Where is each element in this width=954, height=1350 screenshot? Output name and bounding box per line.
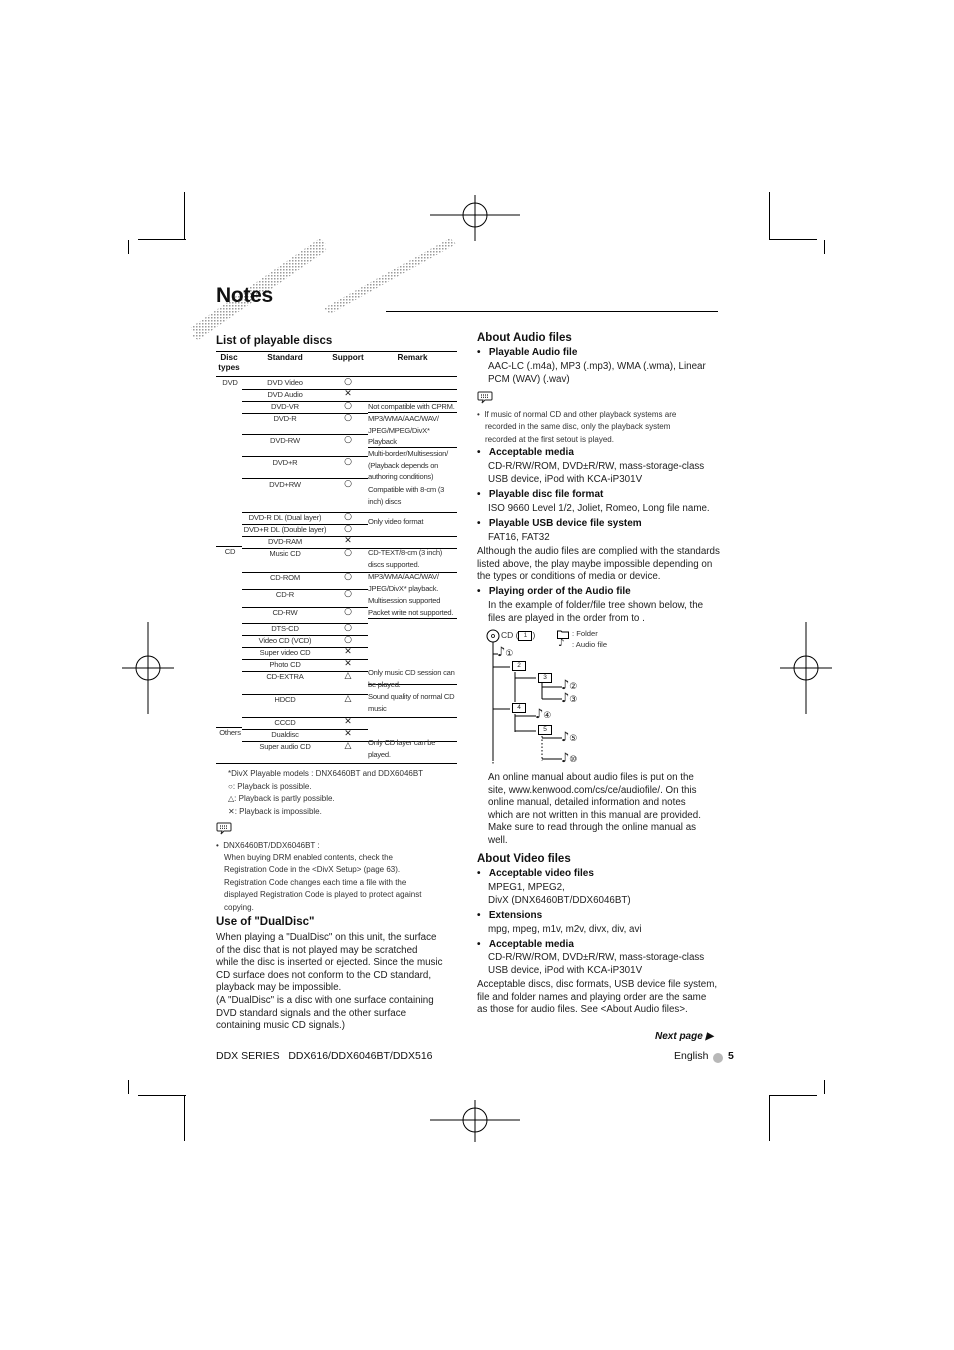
video-same-note: Acceptable discs, disc formats, USB device file system, file and folder names and playing order are the same as those for audio files. See <About Audio files>. (477, 979, 718, 1016)
triangle-symbol: △ (228, 794, 235, 803)
page-number: 5 (728, 1050, 734, 1062)
footer-model: DDX SERIES DDX616/DDX6046BT/DDX516 (216, 1050, 433, 1062)
standard-cell: CD-RW (272, 608, 298, 617)
support-symbol: ✕ (344, 389, 352, 399)
music-note-icon: ♪② (561, 678, 578, 693)
note-icon (216, 822, 232, 835)
title-rule (386, 311, 718, 312)
standard-cell: DVD+R (272, 458, 298, 467)
standard-cell: CD-EXTRA (266, 672, 304, 681)
support-symbol: ○ (344, 435, 352, 445)
remark-rule (368, 536, 457, 537)
music-note-icon: ♪① (497, 645, 514, 660)
standard-cell: DVD+R DL (Double layer) (243, 525, 327, 534)
circle-symbol: ○ (228, 782, 233, 791)
standard-cell: CD-ROM (269, 573, 300, 582)
support-symbol: ○ (344, 623, 352, 633)
support-symbol: ✕ (344, 729, 352, 739)
standard-cell: Dualdisc (271, 730, 299, 739)
dualdisc-heading: Use of "DualDisc" (216, 916, 315, 928)
table-heading: List of playable discs (216, 335, 333, 347)
remark-rule (368, 717, 457, 718)
music-note-icon: ♪ (558, 638, 565, 649)
support-symbol: ○ (344, 635, 352, 645)
standard-cell: DVD-VR (271, 402, 299, 411)
folder-tree-diagram (484, 627, 724, 769)
support-symbol: ○ (344, 589, 352, 599)
audio-heading: About Audio files (477, 332, 572, 344)
standard-cell: Music CD (269, 549, 301, 558)
support-symbol: ✕ (344, 717, 352, 727)
standard-cell: DVD Audio (267, 390, 303, 399)
standard-cell: DVD-R (273, 414, 297, 423)
online-manual-note: An online manual about audio files is put on the site, www.kenwood.com/cs/ce/audiofile/. On this online manual, detailed information and notes which are not written in this manual are provided. Make sure to read through the online manual as well. (488, 772, 701, 846)
cross-symbol: ✕ (228, 807, 235, 816)
playable-audio-label: • Playable Audio file (477, 347, 578, 358)
acceptable-media-label: • Acceptable media (477, 447, 574, 458)
support-symbol: ○ (344, 377, 352, 387)
legend-partly: △: Playback is partly possible. (228, 794, 335, 803)
tree-root-label: CD ( 1 ) (501, 630, 536, 640)
acceptable-media-value: CD-R/RW/ROM, DVD±R/RW, mass-storage-class USB device, iPod with KCA-iP301V (488, 461, 705, 485)
support-symbol: ○ (344, 401, 352, 411)
remark-cell: Only CD layer can be played. (368, 738, 436, 759)
table-header (216, 351, 457, 376)
support-symbol: ✕ (344, 659, 352, 669)
page-title: Notes (216, 284, 273, 307)
remark-cell: Multisession supported (368, 596, 441, 605)
note-icon (477, 391, 493, 404)
disc-format-value: ISO 9660 Level 1/2, Joliet, Romeo, Long file name. (488, 503, 710, 514)
folder-icon: 3 (538, 673, 552, 683)
standard-cell: HDCD (274, 695, 296, 704)
registration-mark-right (780, 622, 832, 714)
folder-icon: 1 (518, 631, 532, 641)
standard-cell: DVD-R DL (Dual layer) (248, 513, 322, 522)
standard-cell: DVD-RAM (267, 537, 303, 546)
note-body: When buying DRM enabled contents, check the Registration Code in the <DivX Setup> (page 63). Registration Code changes each time a file with the displayed Registration Code is played to protect against copying. (224, 853, 422, 912)
standard-cell: CD-R (275, 590, 295, 599)
video-heading: About Video files (477, 853, 571, 865)
support-symbol: ✕ (344, 536, 352, 546)
support-symbol: ○ (344, 413, 352, 423)
standard-cell: Photo CD (269, 660, 301, 669)
video-accept-label: • Acceptable video files (477, 868, 594, 879)
table-top-rule (216, 351, 457, 352)
music-note-icon: ♪③ (561, 691, 578, 706)
legend-impossible: ✕: Playback is impossible. (228, 807, 322, 816)
folder-icon: 2 (512, 661, 526, 671)
table-header-rule (216, 376, 457, 377)
support-symbol: ○ (344, 607, 352, 617)
remark-cell: Packet write not supported. (368, 608, 454, 617)
dualdisc-body: When playing a "DualDisc" on this unit, the surface of the disc that is not played may be scratched while the disc is inserted or ejected. Since the music CD surface does not conform to the CD standard, playback may be impossible. (A "DualDisc" is a disc with one surface containing DVD standard signals and the other surface containing music CD signals.) (216, 932, 443, 1032)
video-media-label: • Acceptable media (477, 939, 574, 950)
support-symbol: △ (344, 741, 352, 751)
header-remark: Remark (397, 353, 428, 362)
standards-note: Although the audio files are complied with the standards listed above, the play maybe impossible depending on the types or conditions of media or device. (477, 546, 720, 583)
support-symbol: ○ (344, 457, 352, 467)
legend-folder: : Folder (572, 629, 598, 638)
remark-cell: Only music CD session can be played. (368, 668, 455, 689)
support-symbol: △ (344, 694, 352, 704)
usb-fs-value: FAT16, FAT32 (488, 532, 550, 543)
support-symbol: △ (344, 671, 352, 681)
legend-divx: *DivX Playable models : DNX6460BT and DDX6046BT (228, 769, 424, 778)
cd-disc-icon (486, 629, 500, 643)
remark-cell: Compatible with 8-cm (3 inch) discs (368, 485, 445, 506)
standard-cell: Super audio CD (259, 742, 311, 751)
order-text: In the example of folder/file tree shown below, the files are played in the order from to . (488, 600, 704, 624)
support-symbol: ○ (344, 572, 352, 582)
music-note-icon: ♪⑤ (561, 730, 578, 745)
footer-language: English (674, 1050, 709, 1062)
registration-mark-left (122, 622, 174, 714)
standard-cell: DTS-CD (271, 624, 299, 633)
note-bullet: • DNX6460BT/DDX6046BT : (216, 841, 320, 850)
folder-icon: 4 (512, 703, 526, 713)
header-standard: Standard (267, 353, 303, 362)
playable-discs-table (216, 351, 457, 764)
video-accept-value: MPEG1, MPEG2, DivX (DNX6460BT/DDX6046BT) (488, 882, 631, 906)
support-symbol: ○ (344, 524, 352, 534)
extensions-label: • Extensions (477, 910, 543, 921)
remark-cell: Multi-border/Multisession/ (Playback depends on authoring conditions) (368, 449, 449, 482)
video-media-value: CD-R/RW/ROM, DVD±R/RW, mass-storage-class USB device, iPod with KCA-iP301V (488, 952, 705, 976)
remark-cell: Sound quality of normal CD music (368, 692, 455, 713)
support-symbol: ○ (344, 479, 352, 489)
remark-cell: MP3/WMA/AAC/WAV/ JPEG/DivX* playback. (368, 572, 439, 593)
remark-cell: MP3/WMA/AAC/WAV/ JPEG/MPEG/DivX* Playback (368, 414, 439, 447)
remark-cell: CD-TEXT/8-cm (3 inch) discs supported. (368, 548, 443, 569)
remark-cell: Not compatible with CPRM. (368, 402, 455, 411)
folder-icon: 5 (538, 725, 552, 735)
disc-format-label: • Playable disc file format (477, 489, 604, 500)
remark-cell: Only video format (368, 517, 424, 526)
standard-cell: CCCD (274, 718, 296, 727)
support-symbol: ○ (344, 548, 352, 558)
next-page-link[interactable]: Next page ▶ (655, 1031, 714, 1042)
playable-audio-value: AAC-LC (.m4a), MP3 (.mp3), WMA (.wma), Linear PCM (WAV) (.wav) (488, 361, 706, 385)
music-note-icon: ♪④ (535, 707, 552, 722)
group-cd: CD (224, 547, 236, 556)
extensions-value: mpg, mpeg, m1v, m2v, divx, div, avi (488, 924, 642, 935)
standard-cell: DVD Video (267, 378, 303, 387)
registration-mark-bottom (430, 1100, 520, 1142)
legend-file: : Audio file (572, 640, 608, 649)
order-label: • Playing order of the Audio file (477, 586, 631, 597)
standard-cell: DVD+RW (269, 480, 301, 489)
group-others: Others (219, 728, 241, 737)
footer-dot-icon (713, 1053, 723, 1063)
standard-cell: DVD-RW (270, 436, 300, 445)
group-dvd: DVD (222, 378, 238, 387)
audio-note: • If music of normal CD and other playback systems are recorded in the same disc, only the playback system recorded at the first setout is played. (477, 410, 677, 444)
standard-cell: Super video CD (259, 648, 311, 657)
header-disc-types: Disc types (218, 353, 240, 372)
support-symbol: ○ (344, 512, 352, 522)
remark-rule (368, 512, 457, 513)
usb-fs-label: • Playable USB device file system (477, 518, 642, 529)
music-note-icon: ♪⑩ (561, 751, 578, 766)
legend-possible: ○: Playback is possible. (228, 782, 312, 791)
table-bottom-rule (216, 763, 457, 764)
header-support: Support (332, 353, 364, 362)
support-symbol: ✕ (344, 647, 352, 657)
remark-rule (368, 389, 457, 390)
standard-cell: Video CD (VCD) (258, 636, 312, 645)
